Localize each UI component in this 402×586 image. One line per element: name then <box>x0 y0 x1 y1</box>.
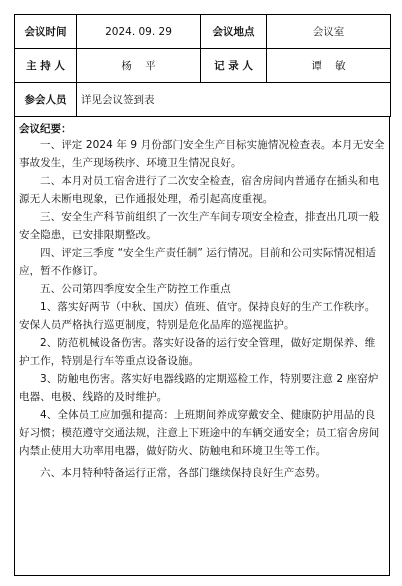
attendees-value: 详见会议签到表 <box>77 83 391 117</box>
meeting-record-form <box>14 14 390 576</box>
host-value: 杨 平 <box>77 49 201 83</box>
minutes-item-5-3: 3、防触电伤害。落实好电器线路的定期巡检工作，特别要注意 2 座窑炉电器、电极、线路的及时维护。 <box>19 373 379 403</box>
minutes-item-5: 五、公司第四季度安全生产防控工作重点 <box>40 283 231 295</box>
minutes-item-4: 四、评定三季度 “安全生产责任制” 运行情况。目前和公司实际情况相适应，暂不作修订。 <box>19 247 376 277</box>
minutes-item-5-4: 4、全体员工应加强和提高：上班期间养成穿戴安全、健康防护用品的良好习惯；模范遵守交通法规，注意上下班途中的车辆交通安全；员工宿舍房间内禁止使用大功率用电器，做好防火、防触电和环境卫生等工作。 <box>19 409 380 457</box>
minutes-section <box>14 117 390 576</box>
minutes-item-3: 三、安全生产科节前组织了一次生产车间专项安全检查，排查出几项一般安全隐患，已安排限期整改。 <box>19 211 380 241</box>
header-row-time-location <box>15 15 391 49</box>
minutes-item-2: 二、本月对员工宿舍进行了二次安全检查，宿舍房间内普通存在插头和电源无人未断电现象，已作通报处理，希引起高度重视。 <box>19 175 380 205</box>
minutes-item-5-2: 2、防范机械设备伤害。落实好设备的运行安全管理，做好定期保养、维护工作，特别是行车等重点设备设施。 <box>19 337 376 367</box>
time-value: 2024. 09. 29 <box>77 15 201 49</box>
minutes-item-1: 一、评定 2024 年 9 月份部门安全生产目标实施情况检查表。本月无安全事故发生，生产现场秩序、环境卫生情况良好。 <box>19 139 385 169</box>
location-value: 会议室 <box>267 15 391 49</box>
attendees-label: 参会人员 <box>15 83 77 117</box>
recorder-value: 谭 敏 <box>267 49 391 83</box>
time-label: 会议时间 <box>15 15 77 49</box>
location-label: 会议地点 <box>201 15 267 49</box>
minutes-item-6: 六、本月特种特备运行正常，各部门继续保持良好生产态势。 <box>40 467 327 479</box>
minutes-title: 会议纪要： <box>19 123 72 135</box>
host-label: 主 持 人 <box>15 49 77 83</box>
minutes-item-5-1: 1、落实好两节（中秋、国庆）值班、值守。保持良好的生产工作秩序。安保人员严格执行巡更制度，特别是危化品库的巡视监护。 <box>19 301 376 331</box>
header-row-host-recorder <box>15 49 391 83</box>
header-row-attendees <box>15 83 391 117</box>
recorder-label: 记 录 人 <box>201 49 267 83</box>
meeting-header-table <box>14 14 391 117</box>
